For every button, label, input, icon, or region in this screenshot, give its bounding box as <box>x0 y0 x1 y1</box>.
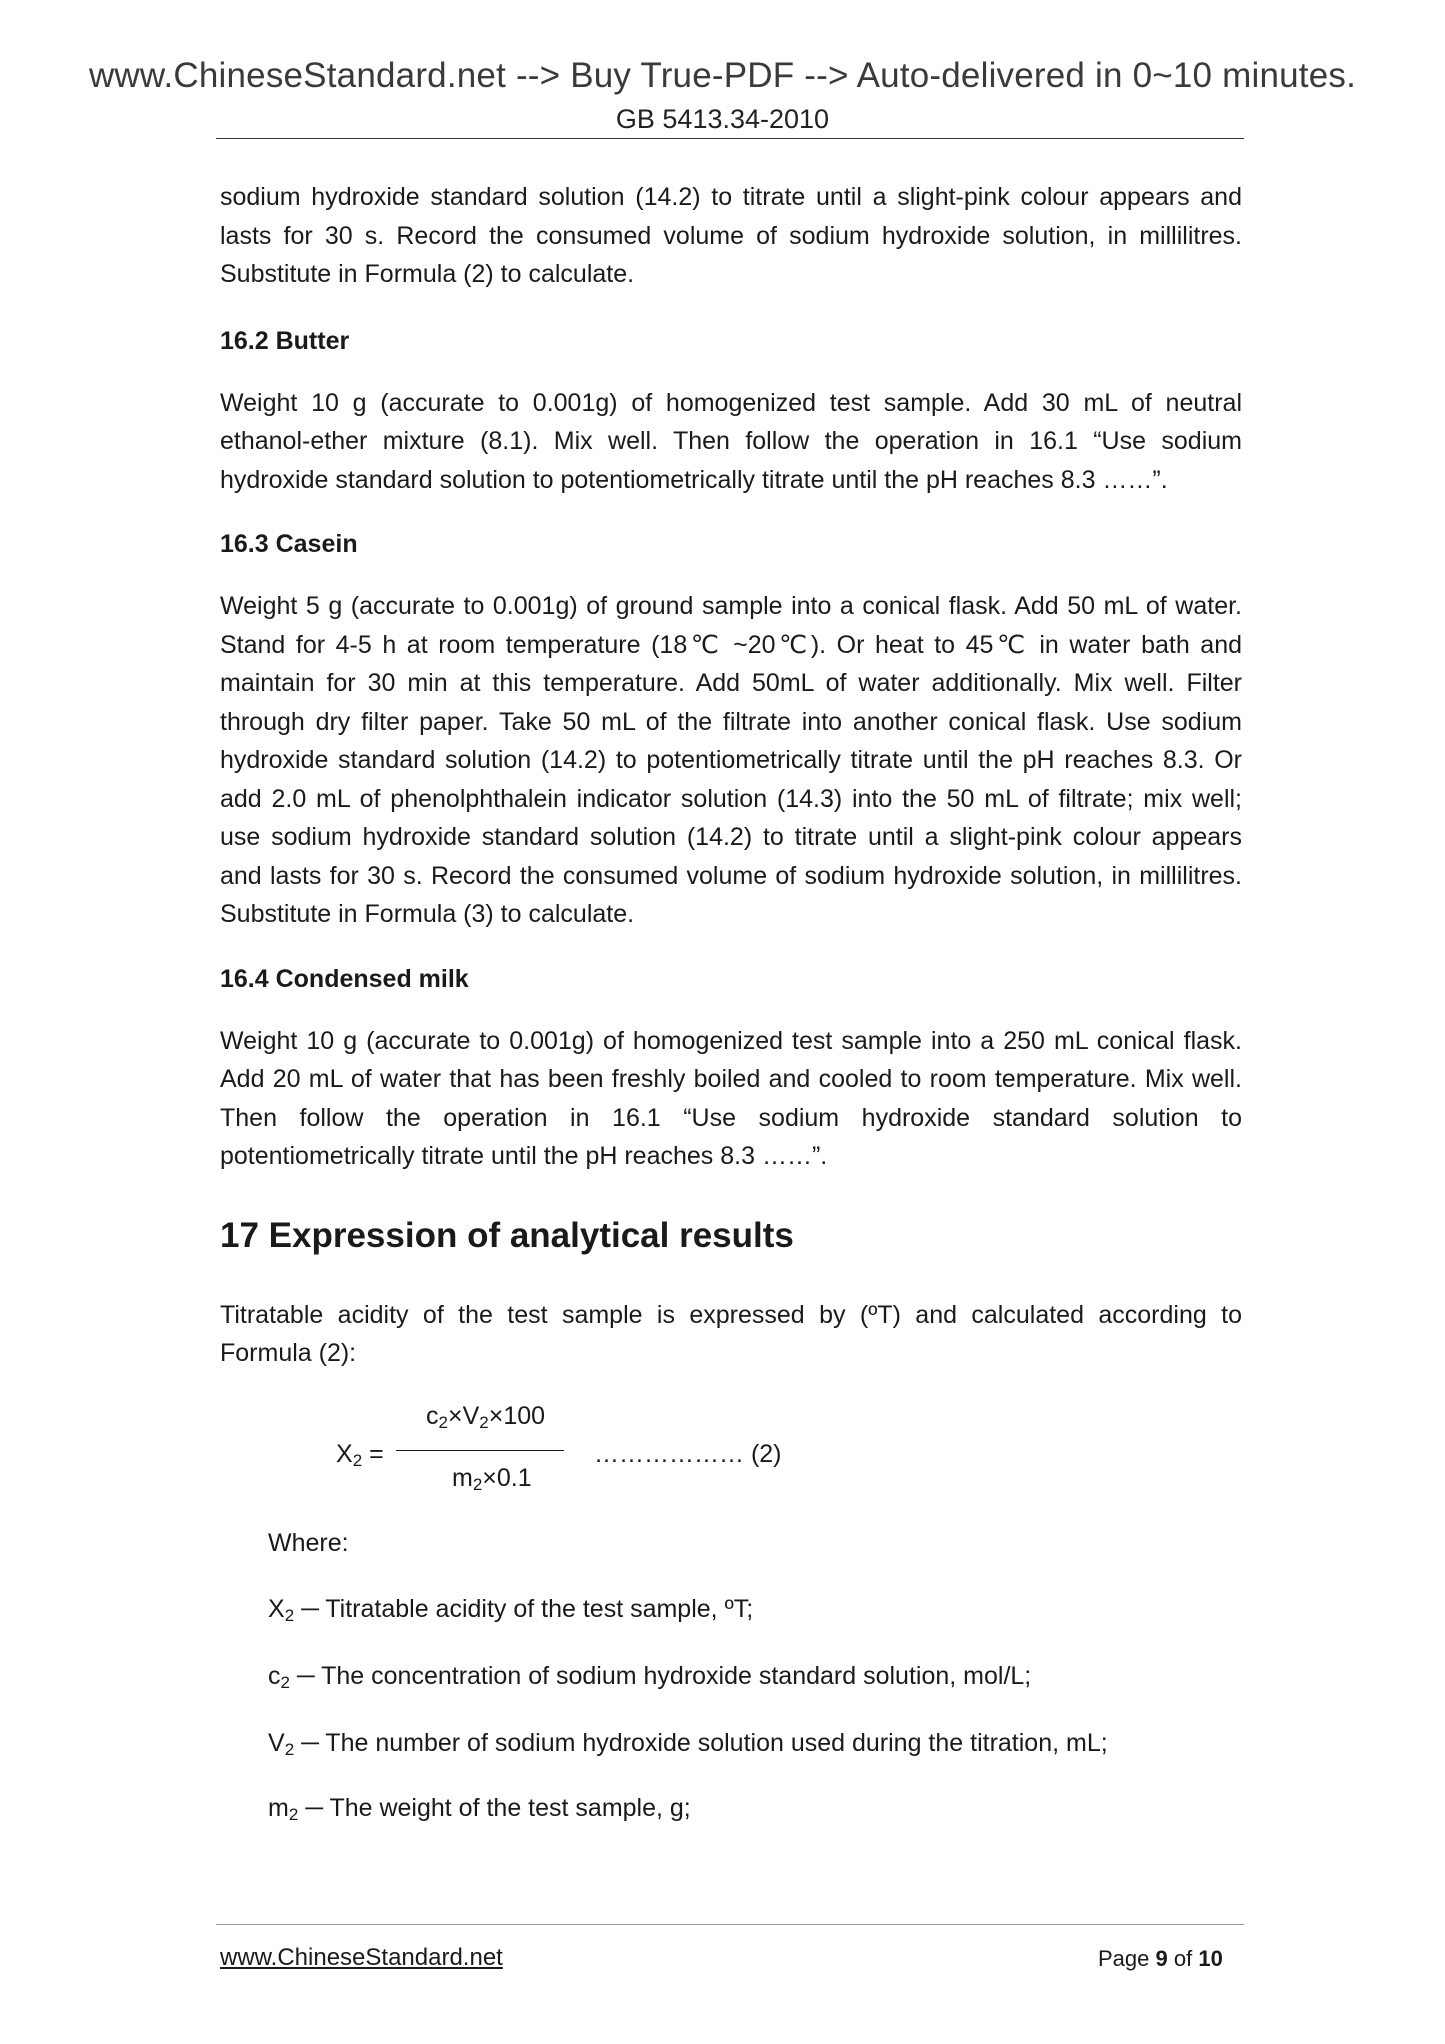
paragraph-butter: Weight 10 g (accurate to 0.001g) of homogenized test sample. Add 30 mL of neutral ethanol-ether mixture (8.1). Mix well. Then follow the operation in 16.1 “Use sodium hydroxide standard solution to potentiometrically titrate until the pH reaches 8.3 ……”. <box>220 388 1242 494</box>
variable-definitions <box>268 1524 1228 1827</box>
formula-denominator: $m_2\times 0.1$ <box>452 1464 532 1494</box>
where-label: Where: <box>268 1529 349 1557</box>
paragraph-intro: sodium hydroxide standard solution (14.2) to titrate until a slight-pink colour appears and lasts for 30 s. Record the consumed volume of sodium hydroxide solution, in millilitres. Substitute in Formula (2) to calculate. <box>220 183 1242 288</box>
definition-m2: $m_2$ ─ The weight of the test sample, g; <box>268 1794 691 1824</box>
formula-reference: ……………… (2) <box>594 1440 782 1468</box>
header-banner-link[interactable]: www.ChineseStandard.net --> Buy True-PDF --> Auto-delivered in 0~10 minutes. <box>88 56 1357 95</box>
formula-numerator: $c_2\times V_2\times 100$ <box>426 1402 546 1432</box>
standard-number: GB 5413.34-2010 <box>615 104 830 134</box>
heading-16-3-casein: 16.3 Casein <box>220 530 358 558</box>
paragraph-condensed-milk: Weight 10 g (accurate to 0.001g) of homogenized test sample into a 250 mL conical flask. Add 20 mL of water that has been freshly boiled and cooled to room temperature. Mix well. Then follow the operation in 16.1 “Use sodium hydroxide standard solution to potentiometrically titrate until the pH reaches 8.3 ……”. <box>220 1026 1242 1170</box>
footer-divider <box>216 1924 1244 1925</box>
fraction-bar <box>396 1450 564 1451</box>
heading-16-2-butter: 16.2 Butter <box>220 326 350 355</box>
footer-website-link[interactable]: www.ChineseStandard.net <box>220 1944 503 1971</box>
heading-section-17: 17 Expression of analytical results <box>220 1215 794 1255</box>
page-indicator: Page 9 of 10 <box>1098 1946 1223 1971</box>
paragraph-section-17: Titratable acidity of the test sample is expressed by (ºT) and calculated according to Formula (2): <box>220 1300 1242 1367</box>
definition-c2: $c_2$ ─ The concentration of sodium hydroxide standard solution, mol/L; <box>268 1662 1032 1692</box>
header-divider <box>216 138 1244 139</box>
heading-16-4-condensed-milk: 16.4 Condensed milk <box>220 964 469 993</box>
formula-lhs: $X_2$ = <box>336 1440 384 1470</box>
page-content <box>220 178 1242 1373</box>
definition-x2: $X_2$ ─ Titratable acidity of the test sample, ºT; <box>268 1595 754 1625</box>
definition-v2: $V_2$ ─ The number of sodium hydroxide solution used during the titration, mL; <box>268 1729 1108 1759</box>
formula-2 <box>220 1402 920 1512</box>
paragraph-casein: Weight 5 g (accurate to 0.001g) of ground sample into a conical flask. Add 50 mL of water. Stand for 4-5 h at room temperature (18℃ ~20℃). Or heat to 45℃ in water bath and maintain for 30 min at this temperature. Add 50mL of water additionally. Mix well. Filter through dry filter paper. Take 50 mL of the filtrate into another conical flask. Use sodium hydroxide standard solution (14.2) to potentiometrically titrate until the pH reaches 8.3. Or add 2.0 mL of phenolphthalein indicator solution (14.3) into the 50 mL of filtrate; mix well; use sodium hydroxide standard solution (14.2) to titrate until a slight-pink colour appears and lasts for 30 s. Record the consumed volume of sodium hydroxide solution, in millilitres. Substitute in Formula (3) to calculate. <box>220 592 1242 928</box>
